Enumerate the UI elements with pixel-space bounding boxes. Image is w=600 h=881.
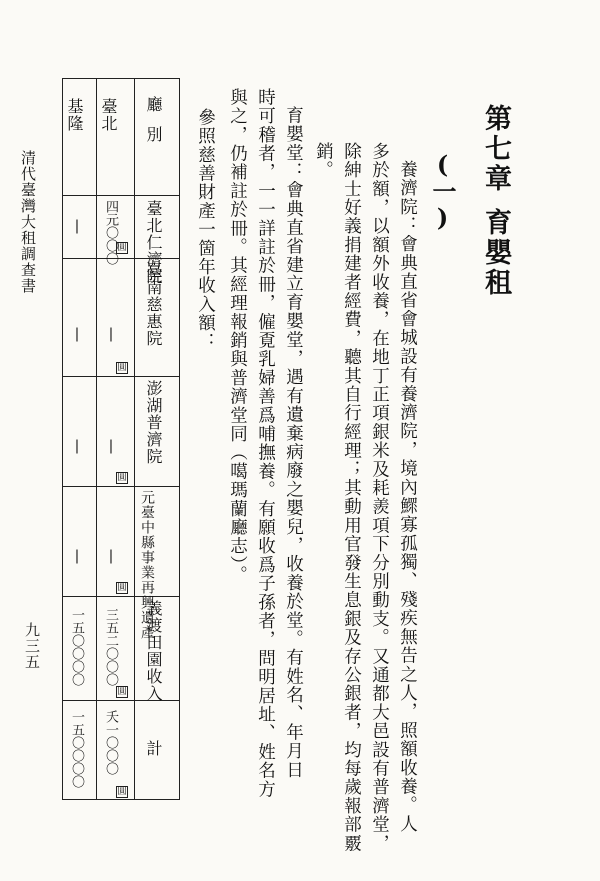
table-col-header: 元臺中縣事業再興遺產 [139, 490, 155, 640]
chapter-heading [482, 104, 509, 298]
table-unit: 圓 [117, 787, 127, 797]
table-cell: | [103, 326, 119, 342]
table-col-header: 臺北仁濟院 [144, 200, 163, 285]
paragraph-line: 時可稽者，一一詳註於冊，僱覔乳婦善爲哺撫養。有願收爲子孫者，問明居址、姓名方 [255, 88, 276, 799]
page-number: 九三五 [23, 622, 41, 670]
paragraph-line: 多於額，以額外收養，在地丁正項銀米及耗羨項下分別動支。又通都大邑設有普濟堂， [369, 142, 390, 853]
table-cell: 一五〇〇〇〇 [69, 710, 84, 788]
table-row-name: 基隆 [65, 98, 84, 132]
paragraph-line: 育嬰堂：會典直省建立育嬰堂，遇有遺棄病廢之嬰兒，收養於堂。有姓名、年月日 [283, 106, 304, 780]
section-heading: (一) [428, 150, 457, 232]
table-col-header: 澎湖普濟院 [144, 380, 163, 465]
paragraph-line: 除紳士好義捐建者經費，聽其自行經理；其動用官發生息銀及存公銀者，均每歲報部覈 [341, 142, 362, 853]
table-cell: | [69, 218, 85, 234]
table-cell: 四元〇〇〇 [103, 200, 118, 265]
table-cell: | [103, 438, 119, 454]
table-cell: | [103, 548, 119, 564]
table-cell: | [69, 326, 85, 342]
table-col-header: 臺南慈惠院 [144, 262, 163, 347]
table-unit: 圓 [117, 473, 127, 483]
table-cell: | [69, 438, 85, 454]
chapter-title: 育嬰租 [480, 208, 511, 298]
table-col-header: 義渡田園收入 [144, 600, 163, 702]
table-unit: 圓 [117, 243, 127, 253]
table-row-name: 臺北 [99, 98, 118, 132]
table-cell: | [69, 548, 85, 564]
table-cell: 夭一〇〇〇 [103, 710, 118, 775]
table-unit: 圓 [117, 687, 127, 697]
running-title: 清代臺灣大租調查書 [19, 150, 37, 294]
paragraph-line: 銷。 [313, 142, 334, 180]
table-header-district: 廳別 [144, 96, 163, 156]
paragraph-line: 與之，仍補註於冊。其經理報銷與普濟堂同（噶瑪蘭廳志）。 [227, 88, 248, 585]
chapter-number: 第七章 [480, 104, 511, 194]
paragraph-line: 參照慈善財產一箇年收入額： [195, 108, 216, 352]
table-unit: 圓 [117, 363, 127, 373]
table-cell: 一五〇〇〇〇 [69, 608, 84, 686]
table-unit: 圓 [117, 583, 127, 593]
table-cell: 三五二〇〇〇 [103, 608, 118, 686]
paragraph-line: 養濟院：會典直省會城設有養濟院，境內鰥寡孤獨、殘疾無告之人，照額收養。人 [397, 160, 418, 834]
table-col-header: 計 [144, 740, 163, 757]
